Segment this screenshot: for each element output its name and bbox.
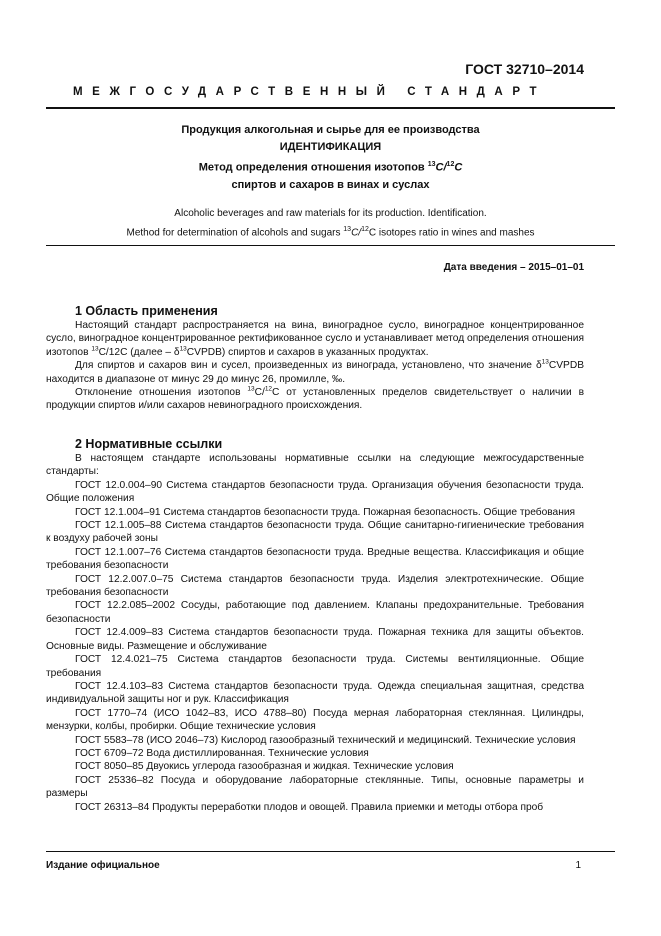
document-title: [46, 122, 615, 194]
reference-item: ГОСТ 25336–82 Посуда и оборудование лабораторные стеклянные. Типы, основные параметры и размеры: [46, 774, 584, 800]
edition-label: Издание официальное: [46, 860, 160, 871]
reference-item: ГОСТ 12.0.004–90 Система стандартов безопасности труда. Организация обучения безопасности труда. Общие положения: [46, 479, 584, 505]
reference-item: ГОСТ 5583–78 (ИСО 2046–73) Кислород газообразный технический и медицинский. Технические условия: [75, 734, 576, 746]
reference-item: ГОСТ 8050–85 Двуокись углерода газообразная и жидкая. Технические условия: [75, 761, 454, 773]
introduction-date: Дата введения – 2015–01–01: [443, 262, 584, 273]
standard-number: ГОСТ 32710–2014: [465, 61, 584, 77]
reference-item: ГОСТ 6709–72 Вода дистиллированная. Технические условия: [75, 747, 369, 759]
title-divider: [46, 245, 615, 246]
paragraph: Настоящий стандарт распространяется на вина, виноградное сусло, виноградное концентрированное сусло, виноградное концентрированное ректификованное сусло и устанавливает метод определения отношения изотопов $^{13}$C/12C (далее – $\delta^{13}CVPDB$) спиртов и сахаров в указанных продуктах.: [46, 320, 584, 358]
reference-item: ГОСТ 12.4.103–83 Система стандартов безопасности труда. Одежда специальная защитная, средства индивидуальной защиты ног и рук. Классификация: [46, 680, 584, 706]
section-heading: 2 Нормативные ссылки: [75, 437, 223, 451]
header-divider: [46, 107, 615, 109]
title-line-3: Метод определения отношения изотопов $^{13}$C/$^{12}$C: [198, 161, 463, 174]
section-heading: 1 Область применения: [75, 304, 218, 318]
reference-item: ГОСТ 12.4.021–75 Система стандартов безопасности труда. Системы вентиляционные. Общие требования: [46, 654, 584, 679]
reference-item: ГОСТ 12.1.004–91 Система стандартов безопасности труда. Пожарная безопасность. Общие требования: [75, 506, 576, 518]
title-line-1: Продукция алкогольная и сырье для ее производства: [181, 124, 480, 136]
section-normative-references: [46, 436, 584, 814]
paragraph: Для спиртов и сахаров вин и сусел, произведенных из винограда, установлено, что значение $\delta^{13}CVPDB$ находится в диапазоне от минус 29 до минус 26, промилле, ‰.: [46, 358, 584, 385]
english-title: [46, 206, 615, 241]
english-title-line-1: Alcoholic beverages and raw materials for its production. Identification.: [174, 208, 487, 219]
english-title-line-2: Method for determination of alcohols and sugars $^{13}$C/$^{12}$C isotopes ratio in wines and mashes: [126, 226, 535, 239]
title-line-2: ИДЕНТИФИКАЦИЯ: [279, 141, 382, 153]
section-scope: [46, 303, 584, 413]
reference-item: ГОСТ 12.1.005–88 Система стандартов безопасности труда. Общие санитарно-гигиенические требования к воздуху рабочей зоны: [46, 520, 584, 545]
reference-item: ГОСТ 12.2.085–2002 Сосуды, работающие под давлением. Клапаны предохранительные. Требования безопасности: [46, 600, 584, 625]
reference-item: ГОСТ 26313–84 Продукты переработки плодов и овощей. Правила приемки и методы отбора проб: [75, 801, 544, 813]
page-number: 1: [575, 860, 581, 871]
reference-item: ГОСТ 1770–74 (ИСО 1042–83, ИСО 4788–80) Посуда мерная лабораторная стеклянная. Цилиндры, мензурки, колбы, пробирки. Общие технические условия: [46, 707, 584, 733]
reference-item: ГОСТ 12.2.007.0–75 Система стандартов безопасности труда. Изделия электротехнические. Общие требования безопасности: [46, 573, 584, 599]
interstate-standard-label: МЕЖГОСУДАРСТВЕННЫЙ СТАНДАРТ: [73, 86, 547, 98]
reference-item: ГОСТ 12.1.007–76 Система стандартов безопасности труда. Вредные вещества. Классификация и общие требования безопасности: [46, 546, 584, 572]
paragraph: В настоящем стандарте использованы нормативные ссылки на следующие межгосударственные стандарты:: [46, 453, 584, 478]
reference-item: ГОСТ 12.4.009–83 Система стандартов безопасности труда. Пожарная техника для защиты объектов. Основные виды. Размещение и обслуживание: [46, 627, 584, 652]
footer-divider: [46, 851, 615, 852]
paragraph: Отклонение отношения изотопов $^{13}$C/$^{12}$C от установленных пределов свидетельствует о наличии в продукции спиртов и/или сахаров невиноградного происхождения.: [46, 385, 584, 412]
title-line-4: спиртов и сахаров в винах и суслах: [231, 178, 430, 191]
